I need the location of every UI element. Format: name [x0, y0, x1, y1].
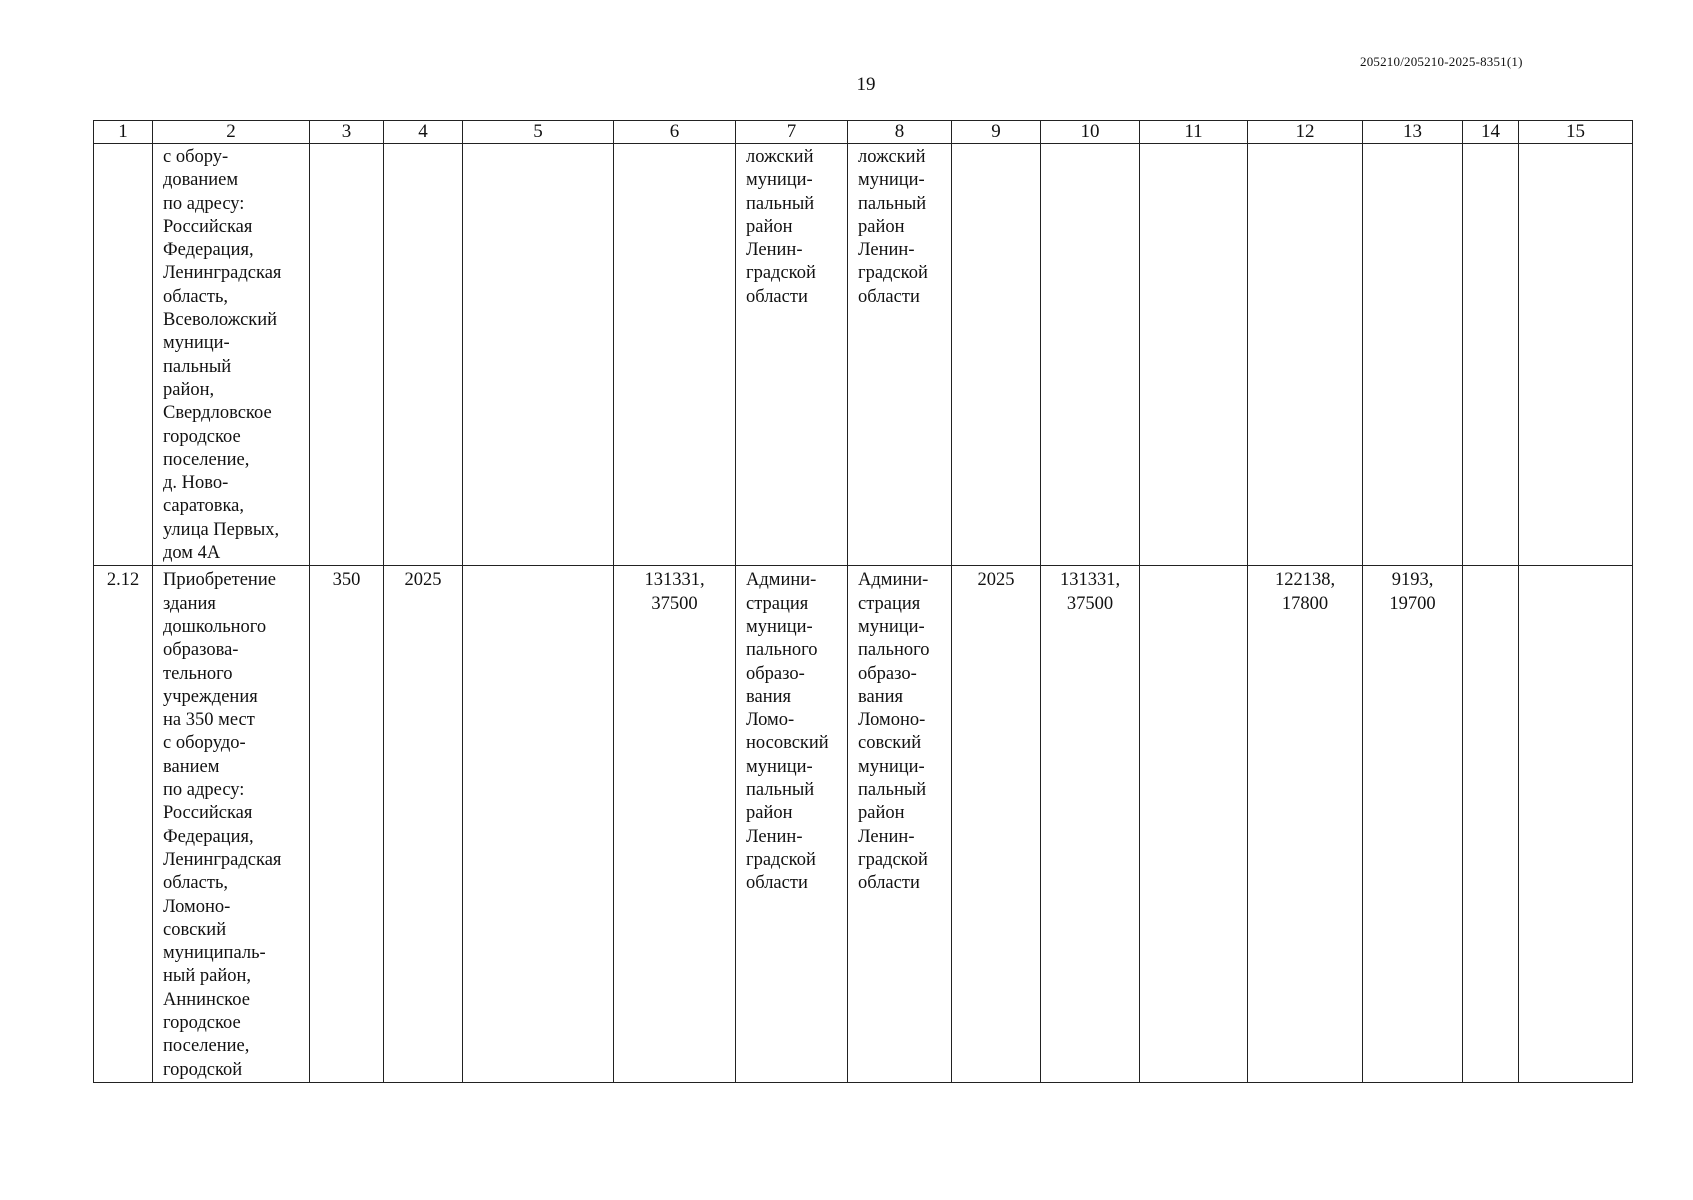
- cell-text-line: градской: [746, 849, 816, 870]
- cell-text-line: 37500: [651, 593, 698, 614]
- amount-local-cell: [1363, 566, 1463, 1083]
- customer-cell: [736, 144, 848, 566]
- cell-text-line: страция: [858, 593, 921, 614]
- cell-text-line: Ленинградская: [163, 849, 282, 870]
- cell-text-line: район: [858, 803, 905, 824]
- cell-text-line: Ломоно-: [858, 710, 926, 731]
- cell-text-line: Российская: [163, 216, 253, 237]
- col11-cell: [1140, 566, 1248, 1083]
- cell-text-line: ный район,: [163, 966, 251, 987]
- cell-text-line: с оборудо-: [163, 733, 246, 754]
- cell-text-line: саратовка,: [163, 496, 245, 517]
- capacity-cell: [310, 144, 384, 566]
- column-header: 2: [153, 121, 310, 144]
- customer-cell: [736, 566, 848, 1083]
- cell-text-line: Федерация,: [163, 240, 254, 261]
- cell-text-line: пальный: [858, 193, 927, 214]
- year-cell: [384, 144, 463, 566]
- cell-text-line: ванием: [163, 756, 220, 777]
- cell-text-line: градской: [858, 849, 928, 870]
- cell-text-line: 131331,: [644, 570, 705, 591]
- col15-cell: [1519, 566, 1633, 1083]
- total-cost-cell: [614, 566, 736, 1083]
- finance-year-cell: [952, 144, 1041, 566]
- cell-text-line: учреждения: [163, 686, 258, 707]
- cell-text-line: Админи-: [858, 570, 929, 591]
- cell-text-line: муници-: [858, 170, 925, 191]
- cell-text-line: муници-: [746, 616, 813, 637]
- column-header: 1: [94, 121, 153, 144]
- cell-text-line: муниципаль-: [163, 943, 266, 964]
- cell-text-line: муници-: [858, 756, 925, 777]
- developer-cell: [848, 566, 952, 1083]
- cell-text-line: пальный: [163, 356, 232, 377]
- year-cell: 2025: [384, 566, 463, 1083]
- column-header: 13: [1363, 121, 1463, 144]
- cell-text-line: 19700: [1389, 593, 1436, 614]
- cell-text-line: 122138,: [1274, 570, 1336, 591]
- cell-text-line: пальный: [746, 193, 815, 214]
- cell-text-line: 131331,: [1059, 570, 1121, 591]
- cell-text-line: ложский: [746, 147, 814, 167]
- cell-text-line: район: [858, 216, 905, 237]
- column-header: 11: [1140, 121, 1248, 144]
- cell-text-line: области: [858, 286, 920, 307]
- data-table: [93, 120, 1633, 1083]
- column-header: 7: [736, 121, 848, 144]
- col5-cell: [463, 566, 614, 1083]
- cell-text-line: Всеволожский: [163, 310, 278, 331]
- cell-text-line: градской: [858, 263, 928, 284]
- cell-text-line: поселение,: [163, 1036, 250, 1057]
- document-id: 205210/205210-2025-8351(1): [1360, 54, 1523, 69]
- col15-cell: [1519, 144, 1633, 566]
- cell-text-line: район,: [163, 379, 215, 400]
- cell-text-line: д. Ново-: [163, 473, 229, 494]
- cell-text-line: дованием: [163, 170, 239, 191]
- cell-text-line: градской: [746, 263, 816, 284]
- object-description-cell: [153, 566, 310, 1083]
- cell-text-line: область,: [163, 286, 229, 307]
- cell-text-line: поселение,: [163, 449, 250, 470]
- cell-text-line: Ленин-: [858, 240, 915, 261]
- cell-text-line: носовский: [746, 733, 829, 754]
- cell-text-line: совский: [858, 733, 922, 754]
- page-number: 19: [856, 74, 876, 95]
- cell-text-line: страция: [746, 593, 809, 614]
- cell-text-line: на 350 мест: [163, 710, 255, 731]
- cell-text-line: дошкольного: [163, 616, 267, 637]
- column-header: 4: [384, 121, 463, 144]
- cell-text-line: Ломо-: [746, 710, 795, 731]
- cell-text-line: образо-: [858, 663, 917, 684]
- object-description-cell: [153, 144, 310, 566]
- cell-text-line: 9193,: [1391, 570, 1434, 591]
- cell-text-line: Ленинградская: [163, 263, 282, 284]
- cell-text-line: тельного: [163, 663, 233, 684]
- col11-cell: [1140, 144, 1248, 566]
- cell-text-line: область,: [163, 873, 229, 894]
- cell-text-line: 37500: [1066, 593, 1114, 614]
- cell-text-line: с обору-: [163, 147, 229, 167]
- cell-text-line: Админи-: [746, 570, 817, 591]
- cell-text-line: Ломоно-: [163, 896, 231, 917]
- cell-text-line: пальный: [746, 780, 815, 801]
- cell-text-line: пальный: [858, 780, 927, 801]
- column-header: 3: [310, 121, 384, 144]
- developer-cell: [848, 144, 952, 566]
- cell-text-line: городское: [163, 426, 241, 447]
- cell-text-line: вания: [858, 686, 904, 707]
- cell-text-line: Российская: [163, 803, 253, 824]
- column-header: 10: [1041, 121, 1140, 144]
- cell-text-line: здания: [163, 593, 216, 614]
- col5-cell: [463, 144, 614, 566]
- cell-text-line: Аннинское: [163, 989, 250, 1010]
- cell-text-line: муници-: [163, 333, 230, 354]
- cell-text-line: пального: [858, 640, 930, 661]
- column-header: 8: [848, 121, 952, 144]
- amount-total-cell: [1041, 566, 1140, 1083]
- cell-text-line: муници-: [746, 756, 813, 777]
- cell-text-line: городской: [163, 1059, 243, 1080]
- cell-text-line: Свердловское: [163, 403, 272, 424]
- column-header: 9: [952, 121, 1041, 144]
- cell-text-line: области: [858, 873, 920, 894]
- cell-text-line: улица Первых,: [163, 519, 280, 540]
- cell-text-line: Ленин-: [858, 826, 915, 847]
- cell-text-line: Ленин-: [746, 240, 803, 261]
- cell-text-line: образо-: [746, 663, 805, 684]
- cell-text-line: совский: [163, 919, 227, 940]
- column-header: 6: [614, 121, 736, 144]
- amount-total-cell: [1041, 144, 1140, 566]
- cell-text-line: район: [746, 216, 793, 237]
- column-header-row: [94, 121, 1633, 144]
- cell-text-line: области: [746, 873, 808, 894]
- cell-text-line: по адресу:: [163, 193, 245, 214]
- cell-text-line: дом 4А: [163, 543, 221, 564]
- total-cost-cell: [614, 144, 736, 566]
- row-number-cell: [94, 144, 153, 566]
- amount-regional-cell: [1248, 144, 1363, 566]
- cell-text-line: области: [746, 286, 808, 307]
- amount-local-cell: [1363, 144, 1463, 566]
- column-header: 5: [463, 121, 614, 144]
- column-header: 12: [1248, 121, 1363, 144]
- cell-text-line: муници-: [858, 616, 925, 637]
- cell-text-line: вания: [746, 686, 792, 707]
- col14-cell: [1463, 144, 1519, 566]
- row-number-cell: 2.12: [94, 566, 153, 1083]
- cell-text-line: муници-: [746, 170, 813, 191]
- capacity-cell: 350: [310, 566, 384, 1083]
- cell-text-line: ложский: [858, 147, 926, 167]
- cell-text-line: Ленин-: [746, 826, 803, 847]
- finance-year-cell: 2025: [952, 566, 1041, 1083]
- amount-regional-cell: [1248, 566, 1363, 1083]
- column-header: 15: [1519, 121, 1633, 144]
- cell-text-line: Федерация,: [163, 826, 254, 847]
- cell-text-line: образова-: [163, 640, 239, 661]
- cell-text-line: пального: [746, 640, 818, 661]
- cell-text-line: по адресу:: [163, 780, 245, 801]
- cell-text-line: 17800: [1281, 593, 1329, 614]
- table-row: [94, 566, 1633, 1083]
- column-header: 14: [1463, 121, 1519, 144]
- cell-text-line: Приобретение: [163, 570, 276, 591]
- table-row: [94, 144, 1633, 566]
- col14-cell: [1463, 566, 1519, 1083]
- cell-text-line: район: [746, 803, 793, 824]
- cell-text-line: городское: [163, 1012, 241, 1033]
